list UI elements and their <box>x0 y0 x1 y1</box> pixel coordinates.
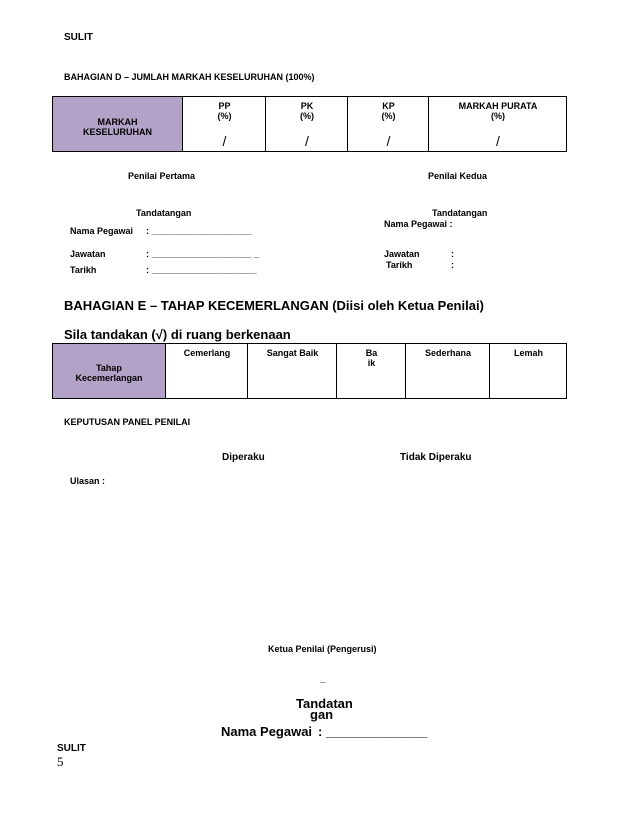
baik-header-2: ik <box>367 358 376 368</box>
ulasan-label: Ulasan : <box>70 476 106 486</box>
page-number: 5 <box>57 754 64 769</box>
pk-cell[interactable] <box>265 97 347 151</box>
left-tarikh-field[interactable]: : _____________________ <box>146 265 257 275</box>
sangat-baik-cell[interactable] <box>247 344 336 398</box>
tandatangan-part-2: gan <box>310 707 334 722</box>
signature-dash: _ <box>320 673 326 684</box>
lemah-cell[interactable] <box>489 344 566 398</box>
panel-title: KEPUTUSAN PANEL PENILAI <box>64 417 191 427</box>
markah-purata-cell[interactable] <box>428 97 566 151</box>
sederhana-header: Sederhana <box>424 348 472 358</box>
footer-sulit: SULIT <box>57 743 86 754</box>
penilai-pertama-label: Penilai Pertama <box>128 171 196 181</box>
kp-header: KP <box>382 101 395 111</box>
pp-cell[interactable] <box>182 97 265 151</box>
penilai-kedua-label: Penilai Kedua <box>428 171 488 181</box>
header-sulit: SULIT <box>64 32 93 43</box>
right-tarikh-field[interactable]: : <box>451 260 454 270</box>
pk-slash: / <box>305 133 309 149</box>
pp-unit: (%) <box>217 111 232 121</box>
section-e-title: BAHAGIAN E – TAHAP KECEMERLANGAN (Diisi oleh Ketua Penilai) <box>64 298 484 313</box>
kp-cell[interactable] <box>347 97 428 151</box>
pk-header: PK <box>300 101 314 111</box>
ketua-nama-label: Nama Pegawai <box>221 724 313 739</box>
right-jawatan-label: Jawatan <box>384 249 420 259</box>
markah-purata-unit: (%) <box>491 111 505 121</box>
cemerlang-header: Cemerlang <box>183 348 231 358</box>
tidak-diperaku-option[interactable]: Tidak Diperaku <box>400 452 472 463</box>
left-tarikh-label: Tarikh <box>70 265 97 275</box>
sangat-baik-header: Sangat Baik <box>266 348 319 358</box>
tahap-label: Tahap <box>96 363 122 373</box>
left-jawatan-label: Jawatan <box>70 249 106 259</box>
right-tandatangan: Tandatangan <box>432 208 488 218</box>
kp-unit: (%) <box>381 111 396 121</box>
pk-unit: (%) <box>300 111 314 121</box>
baik-header-1: Ba <box>365 348 378 358</box>
section-e-table <box>52 343 567 399</box>
right-jawatan-field[interactable]: : <box>451 249 454 259</box>
ketua-nama-field[interactable]: : ______________ <box>318 724 428 739</box>
section-d-title: BAHAGIAN D – JUMLAH MARKAH KESELURUHAN (100%) <box>64 72 315 82</box>
pp-header: PP <box>218 101 231 111</box>
cemerlang-cell[interactable] <box>165 344 247 398</box>
baik-cell[interactable] <box>336 344 405 398</box>
left-jawatan-field[interactable]: : ____________________ _ <box>146 249 260 259</box>
right-nama[interactable]: Nama Pegawai : <box>384 219 453 229</box>
section-d-table <box>52 96 567 152</box>
tandatangan-part-1: Tandatan <box>296 696 353 711</box>
keseluruhan-label: KESELURUHAN <box>82 127 152 137</box>
sederhana-cell[interactable] <box>405 344 489 398</box>
kp-slash: / <box>386 133 391 149</box>
right-tarikh-label: Tarikh <box>386 260 413 270</box>
markah-purata-header: MARKAH PURATA <box>458 101 538 111</box>
markah-purata-slash: / <box>496 133 500 149</box>
diperaku-option[interactable]: Diperaku <box>222 452 265 463</box>
left-nama-field[interactable]: : ____________________ <box>146 226 252 236</box>
left-tandatangan: Tandatangan <box>136 208 192 218</box>
left-nama-label: Nama Pegawai <box>70 226 134 236</box>
kecemerlangan-label: Kecemerlangan <box>75 373 143 383</box>
ketua-penilai-label: Ketua Penilai (Pengerusi) <box>268 644 377 654</box>
section-e-instruction: Sila tandakan (√) di ruang berkenaan <box>64 327 291 342</box>
pp-slash: / <box>222 133 227 149</box>
lemah-header: Lemah <box>513 348 543 358</box>
markah-label: MARKAH <box>97 117 138 127</box>
